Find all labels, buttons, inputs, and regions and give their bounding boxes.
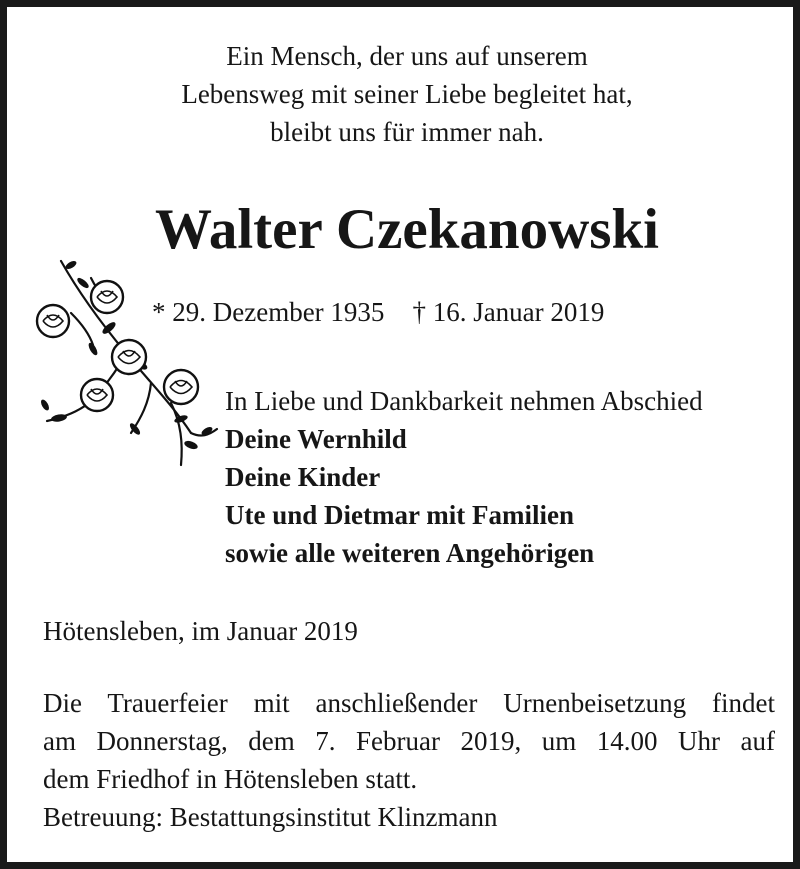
funeral-line: dem Friedhof in Hötensleben statt. xyxy=(43,764,418,794)
funeral-line: Die Trauerfeier mit anschließender Urnenbeisetzung findet xyxy=(43,688,775,718)
undertaker-line: Betreuung: Bestattungsinstitut Klinzmann xyxy=(43,802,498,832)
birth-date: * 29. Dezember 1935 xyxy=(152,297,385,327)
life-dates xyxy=(152,294,604,330)
place-date: Hötensleben, im Januar 2019 xyxy=(43,616,358,646)
farewell-intro: In Liebe und Dankbarkeit nehmen Abschied xyxy=(225,386,703,416)
poem xyxy=(7,37,800,151)
mourner-name: Deine Kinder xyxy=(225,462,381,492)
funeral-line: am Donnerstag, dem 7. Februar 2019, um 14.00 Uhr auf xyxy=(43,726,775,756)
funeral-info xyxy=(43,684,775,836)
poem-line: Ein Mensch, der uns auf unserem xyxy=(226,41,588,71)
poem-line: Lebensweg mit seiner Liebe begleitet hat, xyxy=(181,79,633,109)
mourner-name: sowie alle weiteren Angehörigen xyxy=(225,538,595,568)
mourner-name: Deine Wernhild xyxy=(225,424,407,454)
mourner-name: Ute und Dietmar mit Familien xyxy=(225,500,574,530)
rose-branch-icon xyxy=(31,253,221,469)
mourners-block xyxy=(225,382,703,572)
death-date: † 16. Januar 2019 xyxy=(412,297,605,327)
deceased-name: Walter Czekanowski xyxy=(154,198,660,261)
poem-line: bleibt uns für immer nah. xyxy=(270,117,544,147)
